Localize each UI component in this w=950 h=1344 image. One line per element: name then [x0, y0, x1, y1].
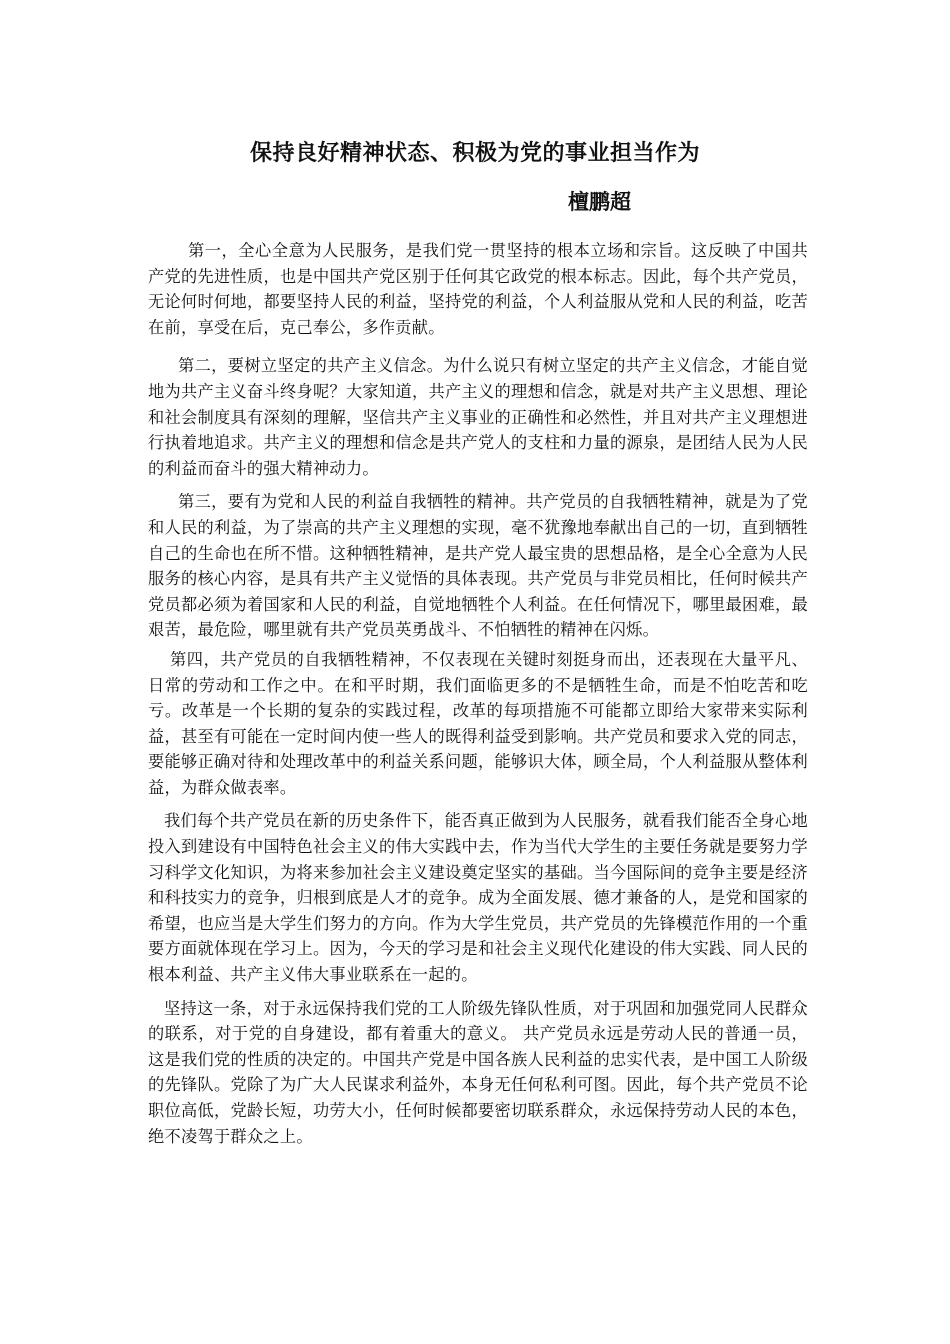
paragraph-6: 坚持这一条，对于永远保持我们党的工人阶级先锋队性质，对于巩固和加强党同人民群众的联系，对于党的自身建设，都有着重大的意义。 共产党员永远是劳动人民的普通一员， 这是我们党的性质的决定的。中国共产党是中国各族人民利益的忠实代表，是中国工人阶级的先锋队。党除了为广大人民谋求利益外，本身无任何私利可图。因此，每个共产党员不论职位高低，党龄长短，功劳大小，任何时候都要密切联系群众，永远保持劳动人民的本色，绝不凌驾于群众之上。	[148, 998, 808, 1146]
paragraph-1: 第一，全心全意为人民服务，是我们党一贯坚持的根本立场和宗旨。这反映了中国共产党的先进性质，也是中国共产党区别于任何其它政党的根本标志。因此，每个共产党员，无论何时何地，都要坚持人民的利益，坚持党的利益，个人利益服从党和人民的利益，吃苦在前，享受在后，克己奉公，多作贡献。	[148, 241, 808, 337]
document-author: 檀鹏超	[568, 189, 631, 214]
paragraph-4: 第四，共产党员的自我牺牲精神，不仅表现在关键时刻挺身而出，还表现在大量平凡、日常的劳动和工作之中。在和平时期，我们面临更多的不是牺牲生命，而是不怕吃苦和吃亏。改革是一个长期的复杂的实践过程，改革的每项措施不可能都立即给大家带来实际利益，甚至有可能在一定时间内使一些人的既得利益受到影响。共产党员和要求入党的同志，要能够正确对待和处理改革中的利益关系问题，能够识大体，顾全局，个人利益服从整体利益，为群众做表率。	[148, 649, 808, 797]
document-title: 保持良好精神状态、积极为党的事业担当作为	[249, 140, 700, 166]
paragraph-5: 我们每个共产党员在新的历史条件下，能否真正做到为人民服务，就看我们能否全身心地投入到建设有中国特色社会主义的伟大实践中去，作为当代大学生的主要任务就是要努力学习科学文化知识，为将来参加社会主义建设奠定坚实的基础。当今国际间的竞争主要是经济和科技实力的竞争，归根到底是人才的竞争。成为全面发展、德才兼备的人，是党和国家的希望，也应当是大学生们努力的方向。作为大学生党员，共产党员的先锋模范作用的一个重要方面就体现在学习上。因为，今天的学习是和社会主义现代化建设的伟大实践、同人民的根本利益、共产主义伟大事业联系在一起的。	[148, 811, 808, 985]
paragraph-3: 第三，要有为党和人民的利益自我牺牲的精神。共产党员的自我牺牲精神，就是为了党和人民的利益，为了崇高的共产主义理想的实现，毫不犹豫地奉献出自己的一切，直到牺牲自己的生命也在所不惜。这种牺牲精神，是共产党人最宝贵的思想品格，是全心全意为人民服务的核心内容，是具有共产主义觉悟的具体表现。共产党员与非党员相比，任何时候共产党员都必须为着国家和人民的利益，自觉地牺牲个人利益。在任何情况下，哪里最困难，最艰苦，最危险，哪里就有共产党员英勇战斗、不怕牺牲的精神在闪烁。	[148, 492, 808, 640]
paragraph-2: 第二，要树立坚定的共产主义信念。为什么说只有树立坚定的共产主义信念，才能自觉地为共产主义奋斗终身呢？大家知道，共产主义的理想和信念，就是对共产主义思想、理论和社会制度具有深刻的理解，坚信共产主义事业的正确性和必然性，并且对共产主义理想进行执着地追求。共产主义的理想和信念是共产党人的支柱和力量的源泉，是团结人民为人民的利益而奋斗的强大精神动力。	[148, 356, 808, 478]
document-body	[148, 238, 808, 1149]
